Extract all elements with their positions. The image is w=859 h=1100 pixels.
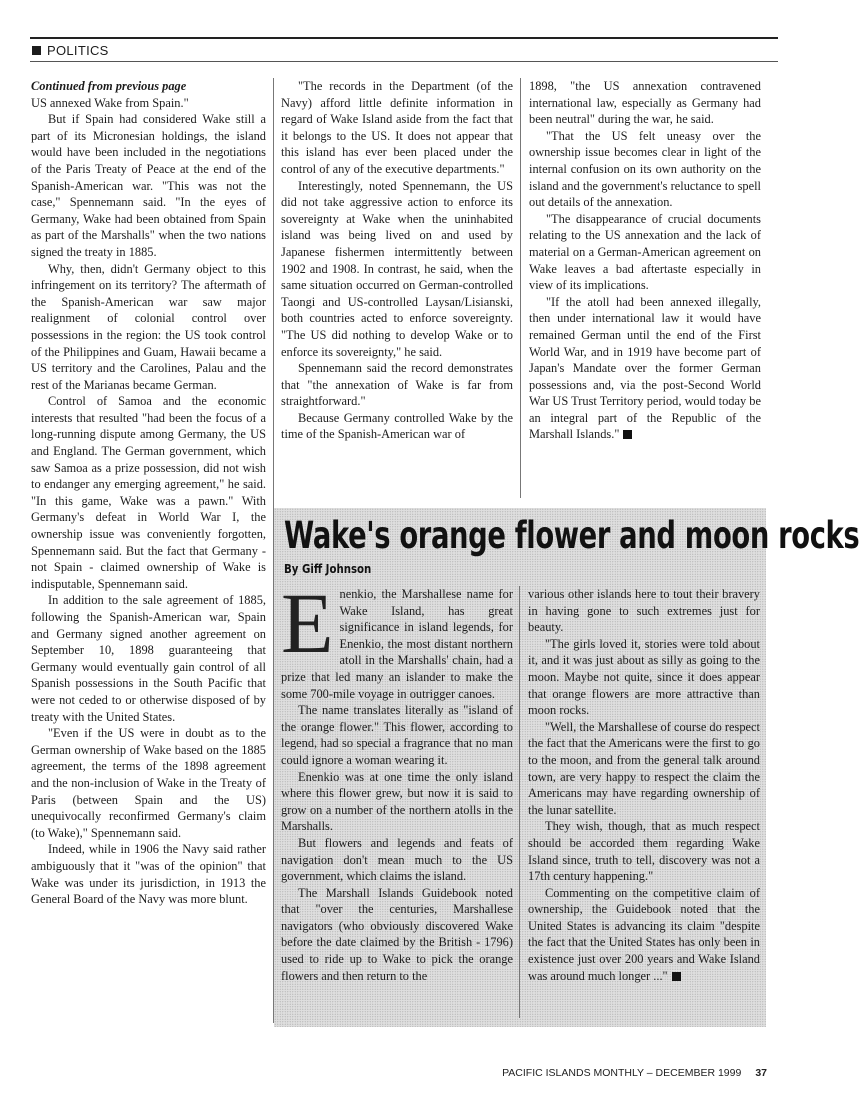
paragraph-text: nenkio, the Marshallese name for Wake Island, has great significance in island legends, for Enenkio, the most distant northern atoll in the Marshalls' chain, had a prize that led many an islander to make the some 700-mile voyage in outrigger canoes. [281, 587, 513, 701]
paragraph: various other islands here to tout their bravery in having gone to such extremes just for beauty. [528, 587, 760, 635]
article-column-2 [281, 78, 513, 443]
paragraph: But flowers and legends and feats of navigation don't mean much to the US government, which claims the island. [281, 835, 513, 884]
paragraph: The name translates literally as "island of the orange flower." This flower, according to legend, had so special a fragrance that no man could ignore a woman wearing it. [281, 703, 513, 767]
paragraph: 1898, "the US annexation contravened international law, especially as Germany had been neutral" during the war, he said. [529, 79, 761, 127]
paragraph: "The disappearance of crucial documents relating to the US annexation and the lack of material on a German-American agreement on Wake leaves a bad aftertaste especially in view of its implications. [529, 211, 761, 293]
paragraph: In addition to the sale agreement of 1885, following the Spanish-American war, Spain and Germany signed another agreement on September 10, 1898 guaranteeing that Germany would eventually gain control of all Spanish possessions in the South Pacific that were not ceded to or otherwise disposed of by treaty with the United States. [31, 593, 266, 724]
paragraph: But if Spain had considered Wake still a part of its Micronesian holdings, the island would have been included in the negotiations of the Paris Treaty of Peace at the end of the Spanish-American war. "This was not the case," Spennemann said. "In the eyes of Germany, Wake had been obtained from Spain as part of the Marshalls" when the two nations signed the treaty in 1885. [31, 112, 266, 259]
section-header [30, 37, 778, 62]
box-byline: By Giff Johnson [284, 562, 372, 576]
paragraph: Control of Samoa and the economic interests that resulted "had been the focus of a long-running dispute among Germany, the US and England. The German government, which saw Samoa as a prize possession, did not wish to endanger any emerging agreement," he said. "In this game, Wake was a pawn." With Germany's defeat in World War I, the ownership issue was conveniently forgotten, Spennemann said. But the fact that Germany - not Spain - claimed ownership of Wake is indisputable, Spennemann said. [31, 394, 266, 591]
paragraph [528, 885, 760, 985]
box-headline: Wake's orange flower and moon rocks [284, 514, 859, 557]
column-divider [520, 78, 521, 498]
paragraph [281, 575, 513, 702]
paragraph: They wish, though, that as much respect should be accorded them regarding Wake Island since, truth to tell, discovery was not a 17th century happening." [528, 819, 760, 884]
box-column-2 [528, 586, 760, 984]
paragraph [529, 294, 761, 443]
paragraph-text: Commenting on the competitive claim of ownership, the Guidebook noted that the United States is advancing its claim "despite the fact that the United States has only been in existence just over 200 years and Wake Island was around much longer ..." [528, 885, 760, 983]
article-column-3 [529, 78, 761, 443]
article-column-1 [31, 78, 266, 908]
page-footer [502, 1067, 767, 1079]
continued-label: Continued from previous page [31, 79, 187, 93]
box-column-1 [281, 575, 513, 984]
paragraph: Because Germany controlled Wake by the time of the Spanish-American war of [281, 410, 513, 442]
paragraph: The Marshall Islands Guidebook noted that "over the centuries, Marshallese navigators (who obviously discovered Wake before the date claimed by the British - 1796) used to ride up to Wake to pick the orange flowers and then return to the [281, 885, 513, 983]
paragraph: Spennemann said the record demonstrates that "the annexation of Wake is far from straightforward." [281, 361, 513, 409]
paragraph: "The girls loved it, stories were told about it, and it was just about as silly as going to the moon. Maybe not quite, since it does appear that orange flowers are more attractive than moon rocks. [528, 636, 760, 718]
end-of-article-mark [623, 430, 632, 439]
paragraph: Enenkio was at one time the only island where this flower grew, but now it is said to grow on a number of the northern atolls in the Marshalls. [281, 769, 513, 834]
paragraph: "Even if the US were in doubt as to the German ownership of Wake based on the 1885 agreement, the terms of the 1898 agreement and the non-inclusion of Wake in the Treaty of Paris (between Spain and the US) unequivocally reconfirmed Germany's claim (to Wake)," Spennemann said. [31, 726, 266, 840]
paragraph-text: "If the atoll had been annexed illegally, then under international law it would have remained German until the end of the First World War, and in 1919 have become part of Japan's Mandate over the former German possessions and, via the post-Second World War US Trust Territory period, would today be an integral part of the Republic of the Marshall Islands." [529, 294, 761, 442]
sidebar-box [274, 508, 859, 1027]
drop-cap: E [281, 575, 334, 671]
box-column-divider [519, 586, 520, 1018]
end-of-article-mark [672, 972, 681, 981]
paragraph: "The records in the Department (of the Navy) afford little definite information in regard of Wake Island aside from the fact that it belongs to the US. It does not appear that this island has ever been placed under the control of any of the executive departments." [281, 79, 513, 176]
paragraph: Why, then, didn't Germany object to this infringement on its territory? The aftermath of the Spanish-American war saw major realignment of colonial control over possessions in the region: the US took control of the Philippines and Guam, Hawaii became a US territory and the Carolines, Palau and the rest of the Marianas became German. [31, 261, 266, 392]
continued-line [31, 78, 266, 95]
paragraph: "Well, the Marshallese of course do respect the fact that the Americans were the first to go to the moon, and from the general talk around town, are very happy to respect the claim the Americans may have regarding ownership of the lunar satellite. [528, 719, 760, 817]
page-number: 37 [755, 1067, 767, 1079]
section-label: POLITICS [47, 42, 109, 58]
section-marker-square [32, 46, 41, 55]
paragraph: "That the US felt uneasy over the ownership issue becomes clear in light of the internal confusion on its own authority on the island and the government's reluctance to spell out details of the annexation. [529, 128, 761, 210]
publication-line: PACIFIC ISLANDS MONTHLY – DECEMBER 1999 [502, 1067, 742, 1079]
paragraph: Interestingly, noted Spennemann, the US did not take aggressive action to enforce its sovereignty at Wake when the uninhabited island was being lived on and used by Japanese fishermen intermittently between 1902 and 1908. In contrast, he said, when the same situation occurred on German-controlled Taongi and US-controlled Laysan/Lisianski, both countries acted to enforce sovereignty. "The US did nothing to develop Wake or to enforce its sovereignty," he said. [281, 178, 513, 359]
paragraph: Indeed, while in 1906 the Navy said rather ambiguously that it "was of the opinion" that Wake was under its jurisdiction, in 1913 the General Board of the Navy was more blunt. [31, 842, 266, 907]
paragraph: US annexed Wake from Spain." [31, 95, 189, 110]
